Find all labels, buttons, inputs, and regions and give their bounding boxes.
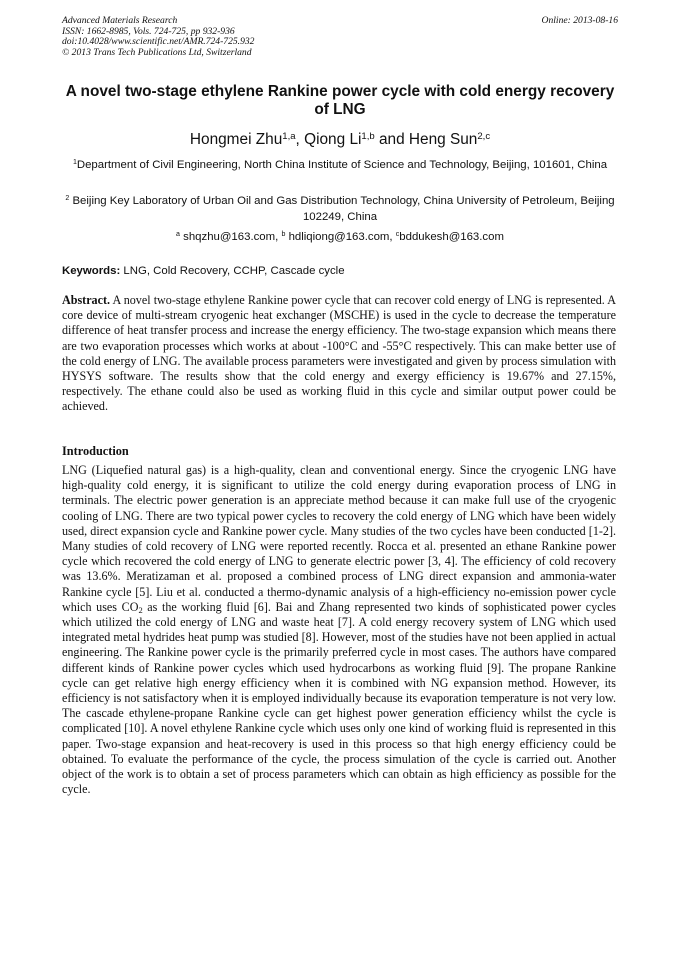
introduction-body	[62, 463, 616, 797]
paper-title: A novel two-stage ethylene Rankine power cycle with cold energy recovery of LNG	[65, 83, 615, 118]
introduction-text: LNG (Liquefied natural gas) is a high-quality, clean and conventional energy. Since the cryogenic LNG have high-quality cold energy, it is significant to utilize the cold energy during evaporation process of LNG in terminals. The electric power generation is an appreciate method because it can make full use of the cryogenic cooling of LNG. There are two typical power cycles to recovery the cold energy of LNG which have been widely used, direct expansion cycle and Rankine power cycle. Many studies of the two cycles have been conducted [1-2]. Many studies of cold recovery of LNG were reported recently. Rocca et al. presented an ethane Rankine power cycle which recovered the cold energy of LNG to generate electric power [3, 4]. The efficiency of cold recovery was 13.6%. Meratizaman et al. proposed a combined process of LNG direct expansion and ammonia-water Rankine cycle [5]. Liu et al. conducted a thermo-dynamic analysis of a high-efficiency no-emission power cycle which uses CO	[62, 463, 616, 614]
affiliation-superscript: 1	[72, 159, 77, 167]
online-date: Online: 2013-08-16	[541, 15, 618, 26]
author-list	[62, 131, 618, 151]
email-list: $^a$ shqzhu@163.com, $^b$ hdliqiong@163.com, $^c$bddukesh@163.com	[176, 231, 504, 243]
email-link[interactable]: shqzhu@163.com	[183, 231, 276, 243]
introduction-text-continued: as the working fluid [6]. Bai and Zhang represented two kinds of sophisticated power cycles which utilized the cold energy of LNG and waste heat [7]. A cold energy recovery system of LNG which used integrated metal hydrides heat pump was studied [8]. However, most of the studies have not been applied in actual engineering. The Rankine power cycle is the primarily preferred cycle in most cases. The authors have compared different kinds of Rankine power cycles which used hydrocarbons as working fluid [9]. The propane Rankine cycle can get relative high energy efficiency when it is combined with NG expansion method. However, its efficiency is not satisfactory when it is employed individually because its evaporation temperature is not very low. The cascade ethylene-propane Rankine cycle can get highest power generation efficiency whilst the cycle is complicated [10]. A novel ethylene Rankine cycle which uses only one kind of working fluid is represented in this paper. Two-stage expansion and heat-recovery is used in this process so that high energy efficiency could be obtained. To evaluate the performance of the cycle, the process simulation of the cycle is carried out. Another object of the work is to obtain a set of process parameters which can obtain as high efficiency as possible for the cycle.	[62, 599, 616, 797]
author-separator: and	[374, 131, 409, 148]
author-superscript: 1,b	[361, 130, 375, 142]
doi-line[interactable]: doi:10.4028/www.scientific.net/AMR.724-725.932	[62, 36, 255, 48]
keywords	[62, 264, 618, 279]
email-superscript: c	[395, 231, 400, 239]
abstract	[62, 293, 616, 415]
journal-name: Advanced Materials Research	[62, 15, 178, 26]
author-superscript: 2,c	[477, 130, 491, 142]
section-heading-introduction: Introduction	[62, 444, 129, 458]
affiliation-superscript: 2	[65, 195, 70, 203]
copyright-line: © 2013 Trans Tech Publications Ltd, Switzerland	[62, 46, 252, 58]
affiliation-text: Beijing Key Laboratory of Urban Oil and Gas Distribution Technology, China University of Petroleum, Beijing 102249, China	[72, 195, 615, 223]
subscript: 2	[138, 604, 143, 615]
author-name: Heng Sun	[408, 131, 478, 148]
journal-header	[62, 16, 618, 58]
keywords-text: LNG, Cold Recovery, CCHP, Cascade cycle	[123, 265, 345, 277]
author-superscript: 1,a	[282, 130, 296, 142]
keywords-label: Keywords:	[62, 265, 121, 277]
email-superscript: b	[281, 231, 286, 239]
affiliation-1	[62, 158, 618, 174]
email-link[interactable]: hdliqiong@163.com	[288, 231, 390, 243]
author-separator: ,	[295, 131, 305, 148]
author-name: Qiong Li	[304, 131, 362, 148]
author-name: Hongmei Zhu	[189, 131, 283, 148]
affiliation-2	[62, 194, 618, 225]
affiliation-text: Department of Civil Engineering, North China Institute of Science and Technology, Beijing, 101601, China	[76, 159, 608, 171]
abstract-text: A novel two-stage ethylene Rankine power cycle that can recover cold energy of LNG is represented. A core device of multi-stream cryogenic heat exchanger (MSCHE) is used in the cycle to decrease the temperature difference of heat transfer process and increase the energy efficiency. The two-stage expansion which means there are two evaporation processes which works at about -100°C and -55°C respectively. This can make better use of the cold energy of LNG. The available process parameters were investigated and given by process simulation with HYSYS software. The results show that the cold energy and exergy efficiency is 19.67% and 27.15%, respectively. The ethane could also be used as working fluid in this cycle and similar output power could be achieved.	[62, 293, 616, 414]
email-link[interactable]: bddukesh@163.com	[399, 231, 504, 243]
abstract-label: Abstract.	[62, 293, 111, 307]
email-superscript: a	[176, 231, 180, 239]
issn-line: ISSN: 1662-8985, Vols. 724-725, pp 932-936	[62, 25, 235, 37]
